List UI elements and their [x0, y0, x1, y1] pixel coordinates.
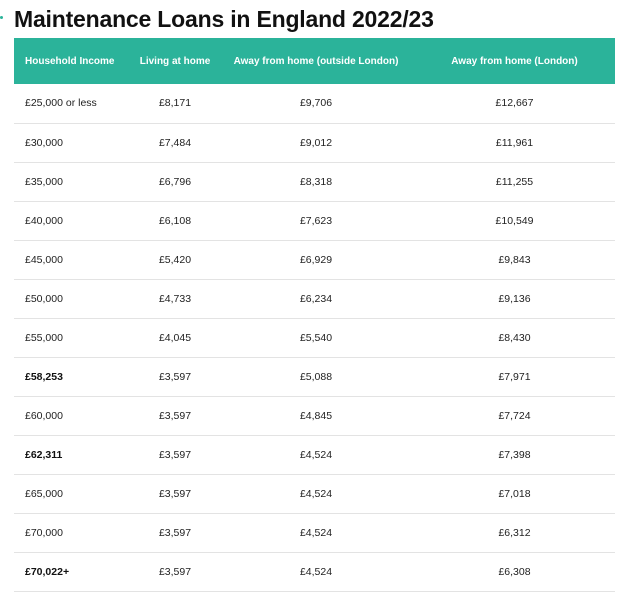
living-at-home-cell: £3,597	[132, 474, 218, 513]
table-body	[14, 84, 615, 591]
living-at-home-cell: £3,597	[132, 435, 218, 474]
income-cell: £55,000	[14, 318, 132, 357]
table-row	[14, 357, 615, 396]
away-london-cell: £7,971	[414, 357, 615, 396]
living-at-home-cell: £6,108	[132, 201, 218, 240]
away-outside-london-cell: £5,088	[218, 357, 414, 396]
away-london-cell: £9,136	[414, 279, 615, 318]
away-london-cell: £7,398	[414, 435, 615, 474]
away-london-cell: £11,255	[414, 162, 615, 201]
accent-dot	[0, 16, 3, 19]
away-outside-london-cell: £4,524	[218, 552, 414, 591]
away-outside-london-cell: £6,234	[218, 279, 414, 318]
away-london-cell: £7,018	[414, 474, 615, 513]
living-at-home-cell: £5,420	[132, 240, 218, 279]
table-row	[14, 84, 615, 123]
income-cell: £40,000	[14, 201, 132, 240]
living-at-home-cell: £3,597	[132, 552, 218, 591]
living-at-home-cell: £3,597	[132, 396, 218, 435]
table-row	[14, 279, 615, 318]
table-row	[14, 123, 615, 162]
living-at-home-cell: £8,171	[132, 84, 218, 123]
header-living-at-home: Living at home	[139, 55, 211, 67]
away-outside-london-cell: £6,929	[218, 240, 414, 279]
away-london-cell: £8,430	[414, 318, 615, 357]
table-row	[14, 552, 615, 591]
table-row	[14, 396, 615, 435]
living-at-home-cell: £3,597	[132, 513, 218, 552]
table-row	[14, 201, 615, 240]
table-row	[14, 435, 615, 474]
living-at-home-cell: £4,733	[132, 279, 218, 318]
away-outside-london-cell: £4,524	[218, 474, 414, 513]
away-london-cell: £6,308	[414, 552, 615, 591]
away-outside-london-cell: £7,623	[218, 201, 414, 240]
living-at-home-cell: £3,597	[132, 357, 218, 396]
income-cell: £50,000	[14, 279, 132, 318]
away-london-cell: £10,549	[414, 201, 615, 240]
income-cell: £60,000	[14, 396, 132, 435]
away-london-cell: £9,843	[414, 240, 615, 279]
away-london-cell: £12,667	[414, 84, 615, 123]
page-title: Maintenance Loans in England 2022/23	[14, 6, 434, 32]
income-cell: £65,000	[14, 474, 132, 513]
table-row	[14, 474, 615, 513]
income-cell: £70,000	[14, 513, 132, 552]
away-outside-london-cell: £4,524	[218, 513, 414, 552]
away-outside-london-cell: £4,845	[218, 396, 414, 435]
header-row	[14, 38, 615, 84]
away-outside-london-cell: £4,524	[218, 435, 414, 474]
income-cell: £70,022+	[14, 552, 132, 591]
away-outside-london-cell: £9,706	[218, 84, 414, 123]
living-at-home-cell: £7,484	[132, 123, 218, 162]
income-cell: £62,311	[14, 435, 132, 474]
away-outside-london-cell: £9,012	[218, 123, 414, 162]
away-outside-london-cell: £8,318	[218, 162, 414, 201]
maintenance-loans-table	[14, 38, 615, 592]
income-cell: £45,000	[14, 240, 132, 279]
income-cell: £25,000 or less	[14, 84, 132, 123]
away-outside-london-cell: £5,540	[218, 318, 414, 357]
table-row	[14, 513, 615, 552]
table-row	[14, 240, 615, 279]
away-london-cell: £11,961	[414, 123, 615, 162]
income-cell: £30,000	[14, 123, 132, 162]
header-away-outside-london: Away from home (outside London)	[233, 55, 399, 67]
table-row	[14, 318, 615, 357]
income-cell: £35,000	[14, 162, 132, 201]
table-header	[14, 38, 615, 84]
income-cell: £58,253	[14, 357, 132, 396]
table-row	[14, 162, 615, 201]
living-at-home-cell: £4,045	[132, 318, 218, 357]
header-household-income: Household Income	[25, 55, 115, 67]
living-at-home-cell: £6,796	[132, 162, 218, 201]
away-london-cell: £6,312	[414, 513, 615, 552]
header-away-london: Away from home (London)	[451, 55, 578, 67]
away-london-cell: £7,724	[414, 396, 615, 435]
